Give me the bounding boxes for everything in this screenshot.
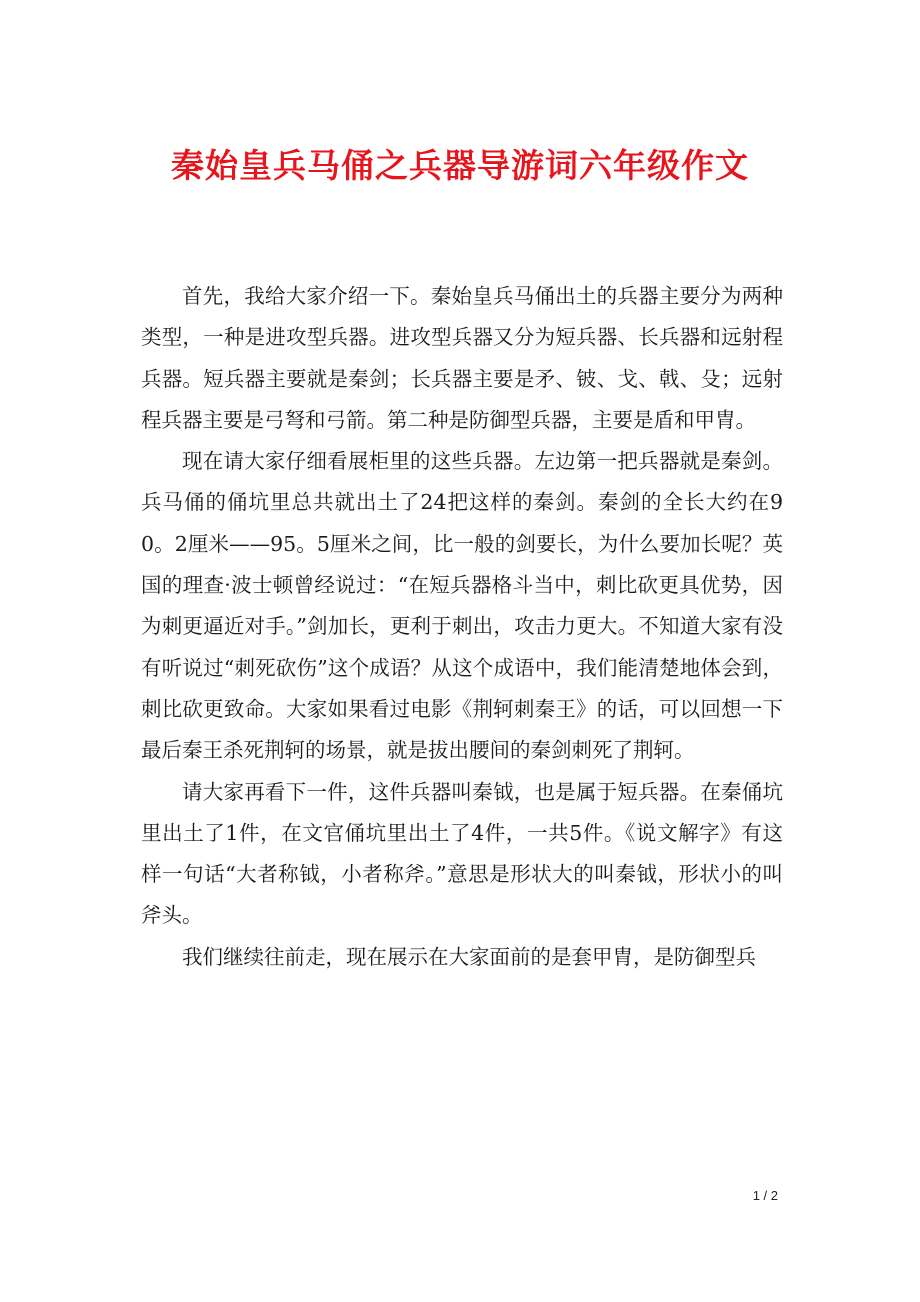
page-number: 1 / 2 bbox=[752, 1188, 778, 1203]
document-title: 秦始皇兵马俑之兵器导游词六年级作文 bbox=[171, 146, 749, 185]
paragraph-2: 现在请大家仔细看展柜里的这些兵器。左边第一把兵器就是秦剑。兵马俑的俑坑里总共就出土了24把这样的秦剑。秦剑的全长大约在90。2厘米——95。5厘米之间，比一般的剑要长，为什么要加长呢？英国的理查·波士顿曾经说过：“在短兵器格斗当中，刺比砍更具优势，因为刺更逼近对手。”剑加长，更利于刺出，攻击力更大。不知道大家有没有听说过“刺死砍伤”这个成语？从这个成语中，我们能清楚地体会到，刺比砍更致命。大家如果看过电影《荆轲刺秦王》的话，可以回想一下最后秦王杀死荆轲的场景，就是拔出腰间的秦剑刺死了荆轲。 bbox=[141, 449, 783, 763]
paragraph-3: 请大家再看下一件，这件兵器叫秦钺，也是属于短兵器。在秦俑坑里出土了1件，在文官俑坑里出土了4件，一共5件。《说文解字》有这样一句话“大者称钺，小者称斧。”意思是形状大的叫秦钺，形状小的叫斧头。 bbox=[141, 779, 783, 928]
paragraph-1: 首先，我给大家介绍一下。秦始皇兵马俑出土的兵器主要分为两种类型，一种是进攻型兵器。进攻型兵器又分为短兵器、长兵器和远射程兵器。短兵器主要就是秦剑；长兵器主要是矛、铍、戈、戟、殳；远射程兵器主要是弓弩和弓箭。第二种是防御型兵器，主要是盾和甲胄。 bbox=[141, 284, 783, 432]
paragraph-4: 我们继续往前走，现在展示在大家面前的是套甲胄，是防御型兵 bbox=[182, 944, 756, 969]
document-body bbox=[141, 276, 783, 978]
